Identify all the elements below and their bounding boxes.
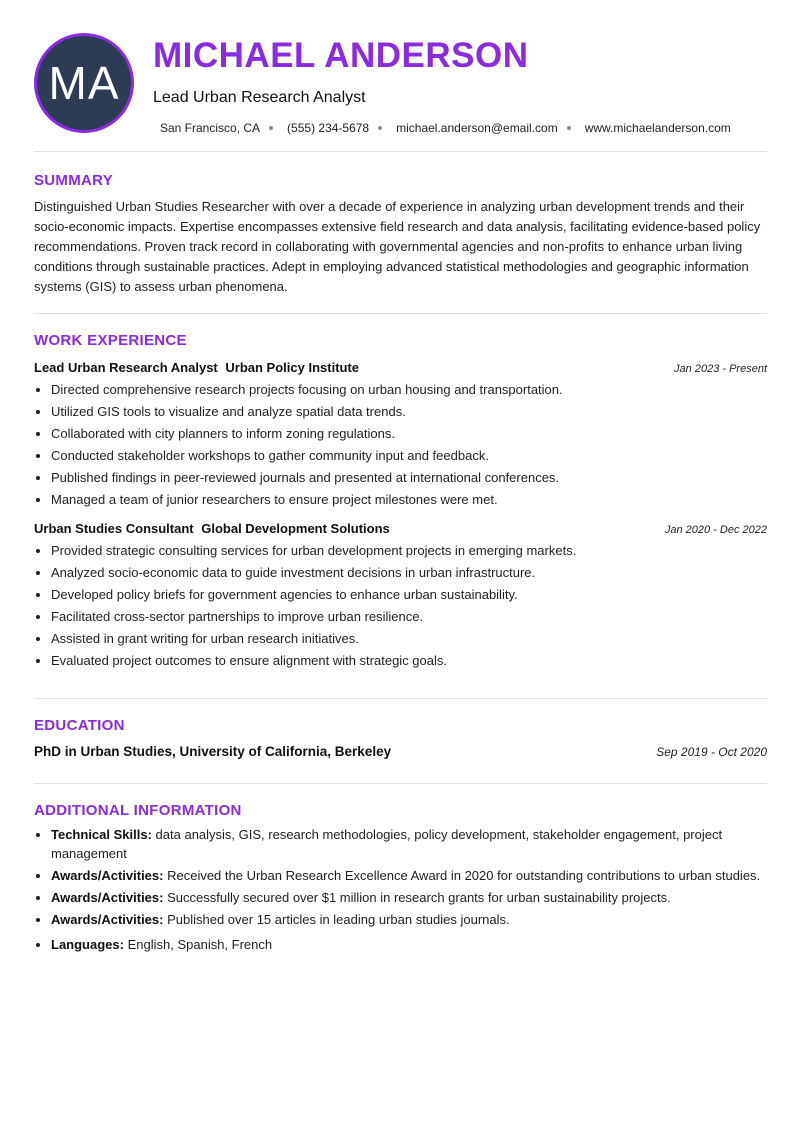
job-organization: Global Development Solutions [201,521,390,536]
item-text: Successfully secured over $1 million in research grants for urban sustainability projects. [167,890,671,905]
section-heading: ADDITIONAL INFORMATION [34,802,242,819]
summary-text: Distinguished Urban Studies Researcher with over a decade of experience in analyzing urban development trends and their socio-economic impacts. Expertise encompasses extensive field research and data analysis, facilitating evidence-based policy recommendations. Proven track record in collaborating with governmental agencies and non-profits to enhance urban living conditions through sustainable practices. Adept in employing advanced statistical methodologies and geographic information systems (GIS) to assess urban phenomena. [34,199,761,294]
list-item: • Provided strategic consulting services for urban development projects in emerging markets. [51,540,767,562]
job-role [34,521,390,536]
education-degree: PhD in Urban Studies, University of California, Berkeley [34,744,392,759]
list-item [51,825,767,863]
resume-header [34,0,767,152]
education-section [34,699,767,784]
list-item: • Utilized GIS tools to visualize and analyze spatial data trends. [51,401,767,423]
job-bullets [34,540,767,672]
job-title: Urban Studies Consultant [34,521,194,536]
list-item: • Published findings in peer-reviewed journals and presented at international conferences. [51,467,767,489]
languages-label: Languages: [51,937,124,952]
section-heading: EDUCATION [34,717,125,734]
additional-info-section [34,784,767,954]
section-heading: WORK EXPERIENCE [34,332,187,349]
list-item: • Analyzed socio-economic data to guide investment decisions in urban infrastructure. [51,562,767,584]
list-item: • Collaborated with city planners to inform zoning regulations. [51,423,767,445]
job-dates: Jan 2023 - Present [674,363,767,375]
list-item: • Assisted in grant writing for urban research initiatives. [51,628,767,650]
job-bullets [34,379,767,511]
list-item [51,910,767,929]
item-text: Published over 15 articles in leading urban studies journals. [167,912,510,927]
item-label: Awards/Activities: [51,868,164,883]
avatar-initials: MA [48,57,120,109]
contact-website[interactable]: www.michaelanderson.com [584,121,731,135]
list-item: • Facilitated cross-sector partnerships to improve urban resilience. [51,606,767,628]
job-dates: Jan 2020 - Dec 2022 [664,524,767,536]
education-entry [34,744,767,759]
bullet-separator-icon [567,126,571,130]
bullet-separator-icon [378,126,382,130]
additional-list [34,825,767,954]
list-item: • Developed policy briefs for government agencies to enhance urban sustainability. [51,584,767,606]
item-text: data analysis, GIS, research methodologies, policy development, stakeholder engagement, project management [51,827,723,861]
job-entry [34,521,767,672]
job-organization: Urban Policy Institute [225,360,360,375]
list-item: • Directed comprehensive research projects focusing on urban housing and transportation. [51,379,767,401]
avatar [34,33,134,133]
list-item: • Evaluated project outcomes to ensure alignment with strategic goals. [51,650,767,672]
summary-section [34,152,767,314]
list-item [51,866,767,885]
item-text: Received the Urban Research Excellence Award in 2020 for outstanding contributions to urban studies. [167,868,761,883]
job-role [34,360,359,375]
job-entry [34,360,767,511]
candidate-name: MICHAEL ANDERSON [153,36,529,75]
education-dates: Sep 2019 - Oct 2020 [656,745,767,759]
list-item [51,888,767,907]
job-title: Lead Urban Research Analyst [34,360,218,375]
section-heading: SUMMARY [34,172,114,189]
candidate-title: Lead Urban Research Analyst [153,89,366,106]
work-experience-section [34,314,767,699]
contact-email[interactable]: michael.anderson@email.com [396,121,558,135]
list-item [51,935,767,954]
item-label: Awards/Activities: [51,912,164,927]
job-header [34,521,767,536]
item-label: Awards/Activities: [51,890,164,905]
contact-info [160,121,731,135]
job-header [34,360,767,375]
bullet-separator-icon [269,126,273,130]
languages-text: English, Spanish, French [127,937,273,952]
item-label: Technical Skills: [51,827,152,842]
list-item: • Managed a team of junior researchers to ensure project milestones were met. [51,489,767,511]
list-item: • Conducted stakeholder workshops to gather community input and feedback. [51,445,767,467]
contact-location: San Francisco, CA [160,121,261,135]
contact-phone: (555) 234-5678 [287,121,370,135]
